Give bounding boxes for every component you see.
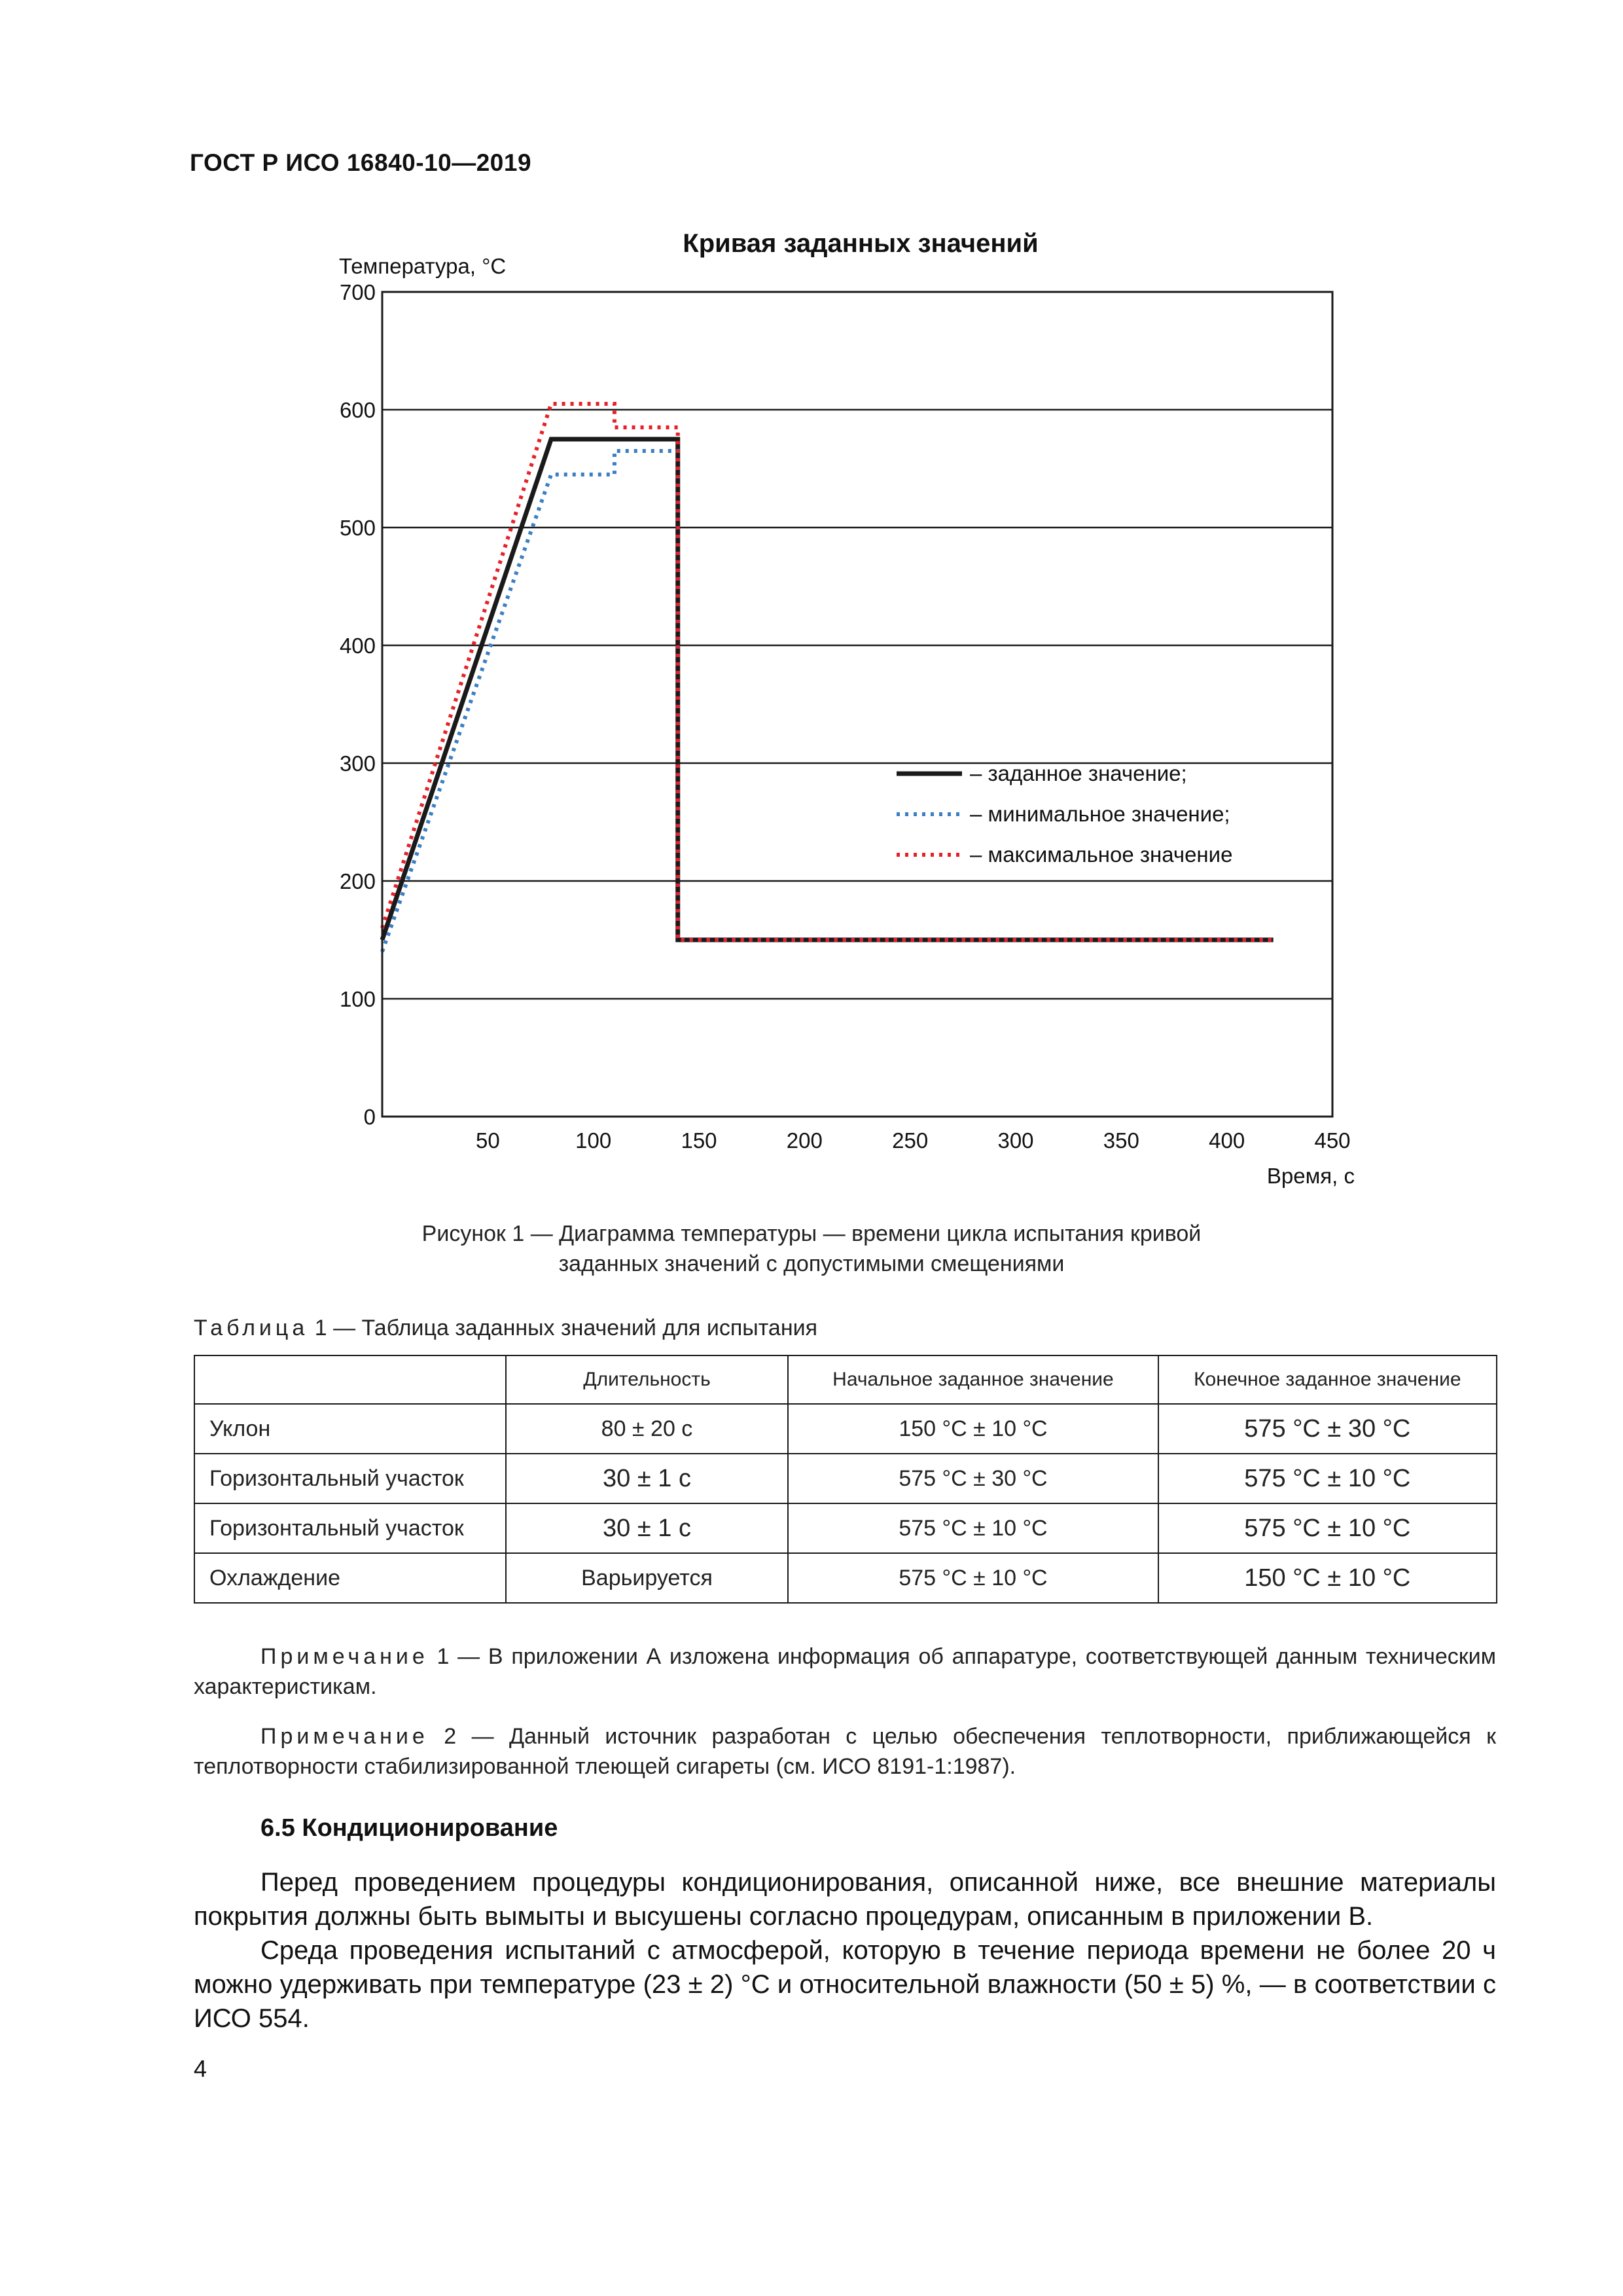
table-header-cell: Длительность bbox=[506, 1355, 789, 1404]
table-cell: 575 °C ± 30 °C bbox=[1158, 1404, 1497, 1454]
y-tick-label: 300 bbox=[339, 751, 376, 776]
y-tick-label: 700 bbox=[339, 280, 376, 304]
figure-caption bbox=[0, 1219, 1623, 1279]
note-label: Примечание bbox=[260, 1644, 429, 1669]
x-tick-label: 100 bbox=[575, 1128, 612, 1153]
table-title bbox=[194, 1316, 817, 1341]
table-cell: Варьируется bbox=[506, 1553, 789, 1603]
legend-label: – максимальное значение bbox=[970, 842, 1233, 867]
legend-label: – заданное значение; bbox=[970, 761, 1187, 785]
figure-caption-line-2: заданных значений с допустимыми смещениями bbox=[558, 1251, 1065, 1276]
figure-caption-line-1: Рисунок 1 — Диаграмма температуры — времени цикла испытания кривой bbox=[421, 1221, 1202, 1246]
table-cell: 30 ± 1 с bbox=[506, 1454, 789, 1503]
y-tick-label: 600 bbox=[339, 398, 376, 422]
legend-label: – минимальное значение; bbox=[970, 802, 1230, 826]
x-tick-label: 200 bbox=[786, 1128, 823, 1153]
table-cell: Горизонтальный участок bbox=[194, 1503, 506, 1553]
table-cell: 575 °C ± 30 °C bbox=[788, 1454, 1158, 1503]
note-1 bbox=[194, 1641, 1496, 1702]
chart-title: Кривая заданных значений bbox=[683, 229, 1039, 258]
table-title-text: 1 — Таблица заданных значений для испытания bbox=[308, 1316, 818, 1340]
x-tick-label: 150 bbox=[681, 1128, 717, 1153]
table-row bbox=[194, 1454, 1497, 1503]
table-header-cell bbox=[194, 1355, 506, 1404]
x-tick-label: 250 bbox=[892, 1128, 929, 1153]
table-cell: 575 °C ± 10 °C bbox=[1158, 1454, 1497, 1503]
table-row bbox=[194, 1553, 1497, 1603]
note-label: Примечание bbox=[260, 1724, 429, 1749]
table-row bbox=[194, 1503, 1497, 1553]
note-text: 2 — Данный источник разработан с целью обеспечения теплотворности, приближающейся к теплотворности стабилизированной тлеющей сигареты (см. ИСО 8191-1:1987). bbox=[194, 1724, 1496, 1779]
table-cell: 150 °C ± 10 °C bbox=[788, 1404, 1158, 1454]
y-tick-label: 200 bbox=[339, 869, 376, 893]
table-cell: 575 °C ± 10 °C bbox=[1158, 1503, 1497, 1553]
x-axis-label: Время, с bbox=[1266, 1164, 1355, 1188]
y-tick-label: 500 bbox=[339, 516, 376, 540]
y-tick-label: 0 bbox=[363, 1105, 376, 1129]
table-label: Таблица bbox=[194, 1316, 309, 1340]
y-axis-label: Температура, °C bbox=[339, 254, 507, 278]
table-cell: Охлаждение bbox=[194, 1553, 506, 1603]
table-header-row bbox=[194, 1355, 1497, 1404]
x-tick-label: 50 bbox=[475, 1128, 500, 1153]
section-title: 6.5 Кондиционирование bbox=[260, 1814, 558, 1842]
note-2 bbox=[194, 1721, 1496, 1782]
table-cell: 30 ± 1 с bbox=[506, 1503, 789, 1553]
table-cell: 80 ± 20 с bbox=[506, 1404, 789, 1454]
note-text: 1 — В приложении А изложена информация об аппаратуре, соответствующей данным техническим характеристикам. bbox=[194, 1644, 1496, 1699]
x-tick-label: 400 bbox=[1209, 1128, 1245, 1153]
table-header-cell: Начальное заданное значение bbox=[788, 1355, 1158, 1404]
table-cell: Уклон bbox=[194, 1404, 506, 1454]
paragraph-1: Перед проведением процедуры кондиционирования, описанной ниже, все внешние материалы покрытия должны быть вымыты и высушены согласно процедурам, описанным в приложении В. bbox=[194, 1868, 1496, 1931]
y-tick-label: 100 bbox=[339, 987, 376, 1011]
document-header: ГОСТ Р ИСО 16840-10—2019 bbox=[190, 149, 532, 176]
x-tick-label: 450 bbox=[1314, 1128, 1351, 1153]
plot-frame bbox=[382, 292, 1332, 1117]
x-tick-label: 350 bbox=[1103, 1128, 1139, 1153]
page-number: 4 bbox=[194, 2055, 207, 2082]
table-row bbox=[194, 1404, 1497, 1454]
table-header-cell: Конечное заданное значение bbox=[1158, 1355, 1497, 1404]
series-line-1 bbox=[382, 451, 1274, 952]
table-cell: 575 °C ± 10 °C bbox=[788, 1553, 1158, 1603]
y-tick-label: 400 bbox=[339, 634, 376, 658]
setpoint-table bbox=[194, 1355, 1497, 1604]
x-tick-label: 300 bbox=[997, 1128, 1034, 1153]
paragraph-2: Среда проведения испытаний с атмосферой, которую в течение периода времени не более 20 ч можно удерживать при температуре (23 ± 2) °C и относительной влажности (50 ± 5) %, — в соответствии с ИСО 554. bbox=[194, 1936, 1496, 2033]
table-cell: 575 °C ± 10 °C bbox=[788, 1503, 1158, 1553]
table-cell: Горизонтальный участок bbox=[194, 1454, 506, 1503]
table-cell: 150 °C ± 10 °C bbox=[1158, 1553, 1497, 1603]
